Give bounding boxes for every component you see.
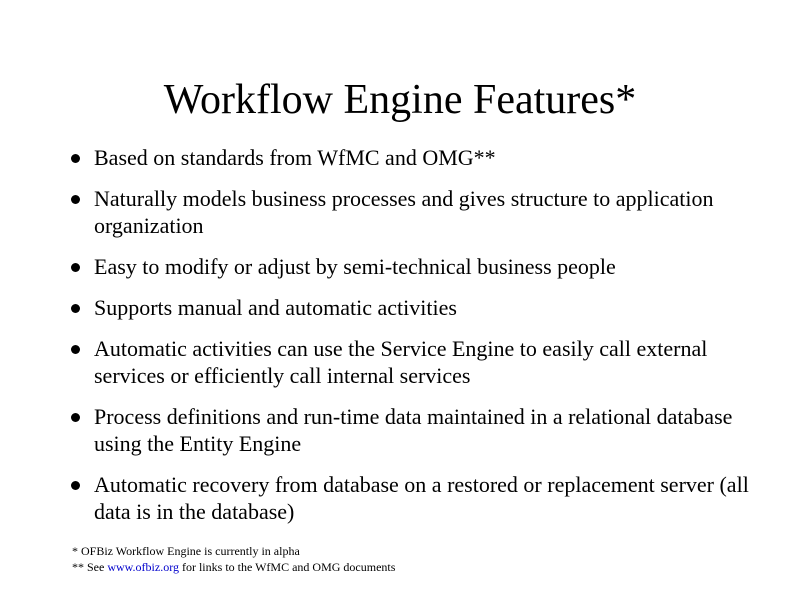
list-item-text: Naturally models business processes and gives structure to application organization (94, 186, 714, 238)
list-item-text: Based on standards from WfMC and OMG** (94, 145, 496, 170)
list-item-text: Process definitions and run-time data maintained in a relational database using the Entity Engine (94, 404, 733, 456)
footnote-alpha: * OFBiz Workflow Engine is currently in alpha (72, 544, 300, 558)
list-item (94, 253, 774, 280)
bullet-icon (71, 413, 80, 422)
list-item-text: Automatic activities can use the Service Engine to easily call external services or efficiently call internal services (94, 336, 708, 388)
footnote-links (72, 559, 395, 575)
list-item (94, 335, 774, 389)
bullet-icon (71, 345, 80, 354)
list-item (94, 471, 774, 525)
bullet-icon (71, 154, 80, 163)
list-item (94, 185, 774, 239)
list-item-text: Supports manual and automatic activities (94, 295, 457, 320)
footnote-links-prefix: ** See (72, 560, 108, 574)
ofbiz-link[interactable]: www.ofbiz.org (107, 560, 179, 574)
bullet-icon (71, 263, 80, 272)
list-item (94, 403, 774, 457)
slide-title: Workflow Engine Features* (163, 77, 637, 123)
bullet-icon (71, 195, 80, 204)
bullet-icon (71, 481, 80, 490)
footnote-links-suffix: for links to the WfMC and OMG documents (178, 560, 396, 574)
list-item-text: Automatic recovery from database on a restored or replacement server (all data is in the database) (94, 472, 749, 524)
list-item-text: Easy to modify or adjust by semi-technical business people (94, 254, 616, 279)
list-item (94, 144, 774, 171)
bullet-icon (71, 304, 80, 313)
feature-list (94, 144, 774, 539)
list-item (94, 294, 774, 321)
footnotes (72, 543, 395, 575)
